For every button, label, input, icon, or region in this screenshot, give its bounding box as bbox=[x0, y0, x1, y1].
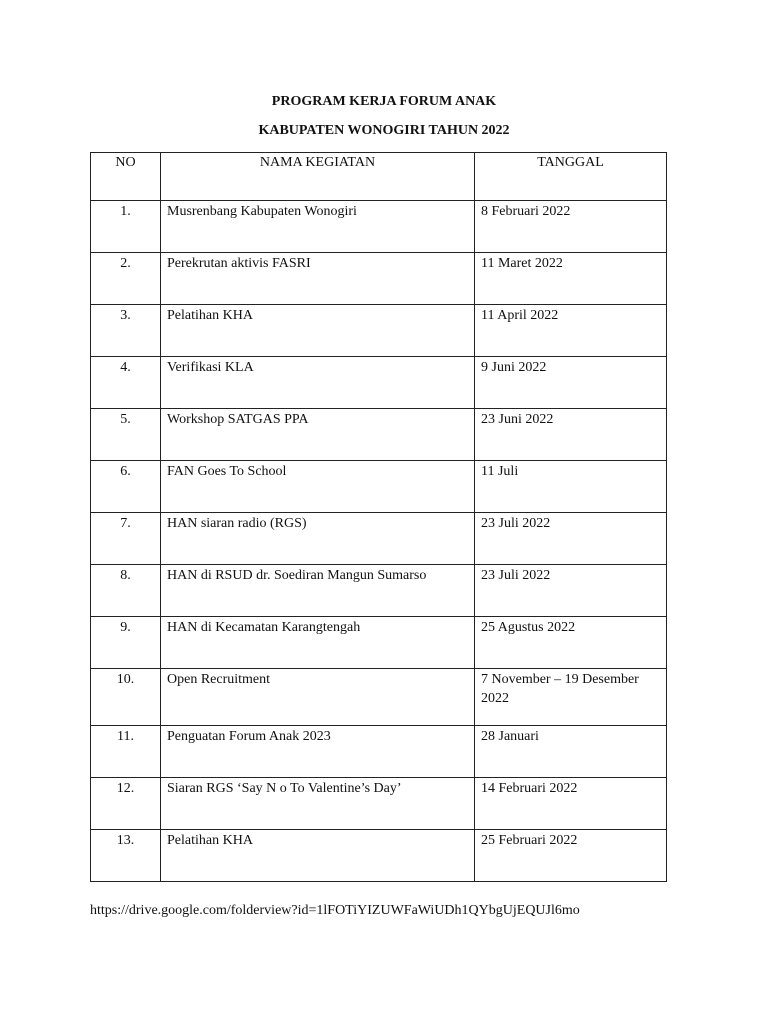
table-row bbox=[91, 778, 667, 830]
row-date: 11 April 2022 bbox=[475, 305, 667, 357]
table-row bbox=[91, 461, 667, 513]
row-name: HAN di RSUD dr. Soediran Mangun Sumarso bbox=[161, 565, 475, 617]
row-no: 13. bbox=[91, 830, 161, 882]
table-row bbox=[91, 253, 667, 305]
row-no: 8. bbox=[91, 565, 161, 617]
row-no: 10. bbox=[91, 669, 161, 726]
table-row bbox=[91, 565, 667, 617]
table-row bbox=[91, 830, 667, 882]
row-date: 23 Juni 2022 bbox=[475, 409, 667, 461]
row-date: 25 Agustus 2022 bbox=[475, 617, 667, 669]
row-date: 11 Juli bbox=[475, 461, 667, 513]
row-date: 9 Juni 2022 bbox=[475, 357, 667, 409]
row-no: 7. bbox=[91, 513, 161, 565]
row-date: 11 Maret 2022 bbox=[475, 253, 667, 305]
table-row bbox=[91, 617, 667, 669]
row-no: 11. bbox=[91, 726, 161, 778]
row-name: Open Recruitment bbox=[161, 669, 475, 726]
row-name: HAN di Kecamatan Karangtengah bbox=[161, 617, 475, 669]
table-row bbox=[91, 357, 667, 409]
row-date: 8 Februari 2022 bbox=[475, 201, 667, 253]
row-name: Pelatihan KHA bbox=[161, 305, 475, 357]
table-header-row bbox=[91, 153, 667, 201]
row-date: 23 Juli 2022 bbox=[475, 565, 667, 617]
document-subtitle: KABUPATEN WONOGIRI TAHUN 2022 bbox=[258, 123, 510, 138]
row-no: 12. bbox=[91, 778, 161, 830]
program-table bbox=[90, 152, 667, 882]
row-no: 4. bbox=[91, 357, 161, 409]
row-no: 1. bbox=[91, 201, 161, 253]
row-date: 14 Februari 2022 bbox=[475, 778, 667, 830]
row-name: Perekrutan aktivis FASRI bbox=[161, 253, 475, 305]
header-name: NAMA KEGIATAN bbox=[161, 153, 475, 201]
row-date: 7 November – 19 Desember 2022 bbox=[475, 669, 667, 726]
row-date: 23 Juli 2022 bbox=[475, 513, 667, 565]
table-row bbox=[91, 409, 667, 461]
drive-link[interactable]: https://drive.google.com/folderview?id=1lFOTiYIZUWFaWiUDh1QYbgUjEQUJl6mo bbox=[90, 903, 580, 918]
row-name: HAN siaran radio (RGS) bbox=[161, 513, 475, 565]
row-no: 3. bbox=[91, 305, 161, 357]
row-name: Musrenbang Kabupaten Wonogiri bbox=[161, 201, 475, 253]
row-name: Workshop SATGAS PPA bbox=[161, 409, 475, 461]
document-title: PROGRAM KERJA FORUM ANAK bbox=[271, 94, 497, 109]
table-row bbox=[91, 305, 667, 357]
table-row bbox=[91, 726, 667, 778]
row-no: 6. bbox=[91, 461, 161, 513]
table-row bbox=[91, 201, 667, 253]
header-no: NO bbox=[91, 153, 161, 201]
row-name: Siaran RGS ‘Say N o To Valentine’s Day’ bbox=[161, 778, 475, 830]
row-no: 9. bbox=[91, 617, 161, 669]
row-no: 2. bbox=[91, 253, 161, 305]
row-no: 5. bbox=[91, 409, 161, 461]
row-name: Penguatan Forum Anak 2023 bbox=[161, 726, 475, 778]
row-name: Verifikasi KLA bbox=[161, 357, 475, 409]
row-name: Pelatihan KHA bbox=[161, 830, 475, 882]
row-name: FAN Goes To School bbox=[161, 461, 475, 513]
header-date: TANGGAL bbox=[475, 153, 667, 201]
table-row bbox=[91, 669, 667, 726]
table-row bbox=[91, 513, 667, 565]
row-date: 25 Februari 2022 bbox=[475, 830, 667, 882]
row-date: 28 Januari bbox=[475, 726, 667, 778]
